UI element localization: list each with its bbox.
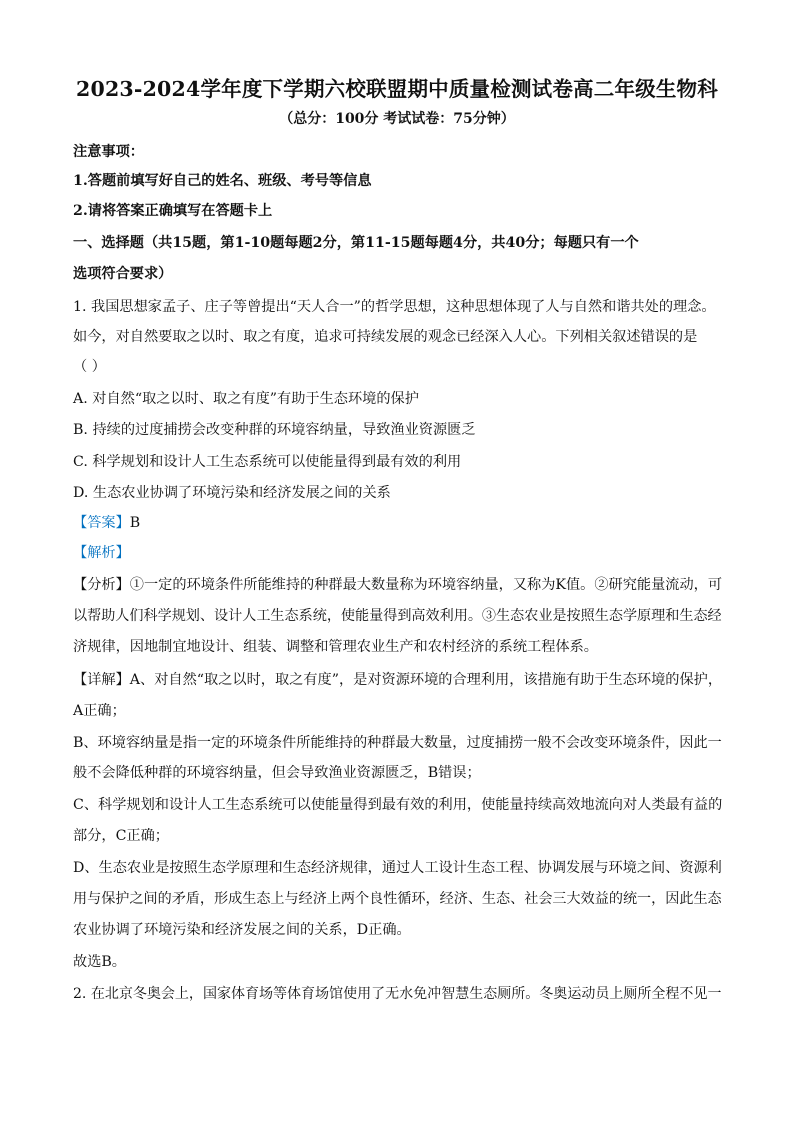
notes-heading: 注意事项： [73, 144, 144, 160]
explain-c-line-2: 部分，C正确； [73, 828, 169, 844]
section-heading-line-1: 一、选择题（共15题，第1-10题每题2分，第11-15题每题4分，共40分；每题只有一个 [73, 235, 639, 251]
q1-stem-line-2: 如今，对自然要取之以时、取之有度，追求可持续发展的观念已经深入人心。下列相关叙述错误的是 [73, 329, 698, 345]
explain-c-line-1: C、科学规划和设计人工生态系统可以使能量得到最有效的利用，使能量持续高效地流向对人类最有益的 [73, 797, 723, 813]
explain-b-line-2: 般不会降低种群的环境容纳量，但会导致渔业资源匮乏，B错误； [73, 765, 481, 781]
xiangjie-tag: 【详解】 [73, 672, 130, 688]
explain-d-line-1: D、生态农业是按照生态学原理和生态经济规律，通过人工设计生态工程、协调发展与环境之间、资源利 [73, 860, 722, 876]
fenxi-text-1: ①一定的环境条件所能维持的种群最大数量称为环境容纳量，又称为K值。②研究能量流动，可 [129, 577, 723, 593]
fenxi-line-3: 济规律，因地制宜地设计、组装、调整和管理农业生产和农村经济的系统工程体系。 [73, 639, 598, 655]
q1-option-b: B. 持续的过度捕捞会改变种群的环境容纳量，导致渔业资源匮乏 [73, 422, 476, 438]
q1-answer [73, 513, 140, 533]
exam-title: 2023-2024学年度下学期六校联盟期中质量检测试卷高二年级生物科 [76, 77, 718, 101]
explain-d-line-3: 农业协调了环境污染和经济发展之间的关系，D正确。 [73, 922, 411, 938]
xiangjie-line-1 [73, 670, 722, 690]
q2-stem-line-1: 2. 在北京冬奥会上，国家体育场等体育场馆使用了无水免冲智慧生态厕所。冬奥运动员上厕所全程不见一 [73, 986, 722, 1002]
q1-option-d: D. 生态农业协调了环境污染和经济发展之间的关系 [73, 485, 391, 501]
answer-value: B [129, 515, 141, 531]
explain-d-line-2: 用与保护之间的矛盾，形成生态上与经济上两个良性循环，经济、生态、社会三大效益的统一，因此生态 [73, 891, 722, 907]
section-heading-line-2: 选项符合要求） [73, 266, 173, 282]
fenxi-line-1 [73, 575, 722, 595]
xiangjie-line-2: A正确； [73, 703, 126, 719]
explain-b-line-1: B、环境容纳量是指一定的环境条件所能维持的种群最大数量，过度捕捞一般不会改变环境条件，因此一 [73, 735, 722, 751]
notes-item-2: 2.请将答案正确填写在答题卡上 [73, 203, 273, 219]
analysis-tag: 【解析】 [73, 545, 130, 561]
xiangjie-text-1: A、对自然“取之以时，取之有度”，是对资源环境的合理利用，该措施有助于生态环境的保护， [129, 672, 723, 688]
q1-option-c: C. 科学规划和设计人工生态系统可以使能量得到最有效的利用 [73, 454, 462, 470]
q1-stem-line-3: （ ） [73, 359, 106, 375]
exam-subtitle: （总分：100分 考试试卷：75分钟） [279, 111, 515, 127]
notes-item-1: 1.答题前填写好自己的姓名、班级、考号等信息 [73, 173, 372, 189]
conclusion: 故选B。 [73, 954, 126, 970]
q1-option-a: A. 对自然“取之以时、取之有度”有助于生态环境的保护 [73, 391, 419, 407]
fenxi-tag: 【分析】 [73, 577, 130, 593]
answer-tag: 【答案】 [73, 515, 130, 531]
fenxi-line-2: 以帮助人们科学规划、设计人工生态系统，使能量得到高效利用。③生态农业是按照生态学原理和生态经 [73, 608, 722, 624]
q1-stem-line-1: 1. 我国思想家孟子、庄子等曾提出“天人合一”的哲学思想，这种思想体现了人与自然和谐共处的理念。 [73, 299, 716, 315]
